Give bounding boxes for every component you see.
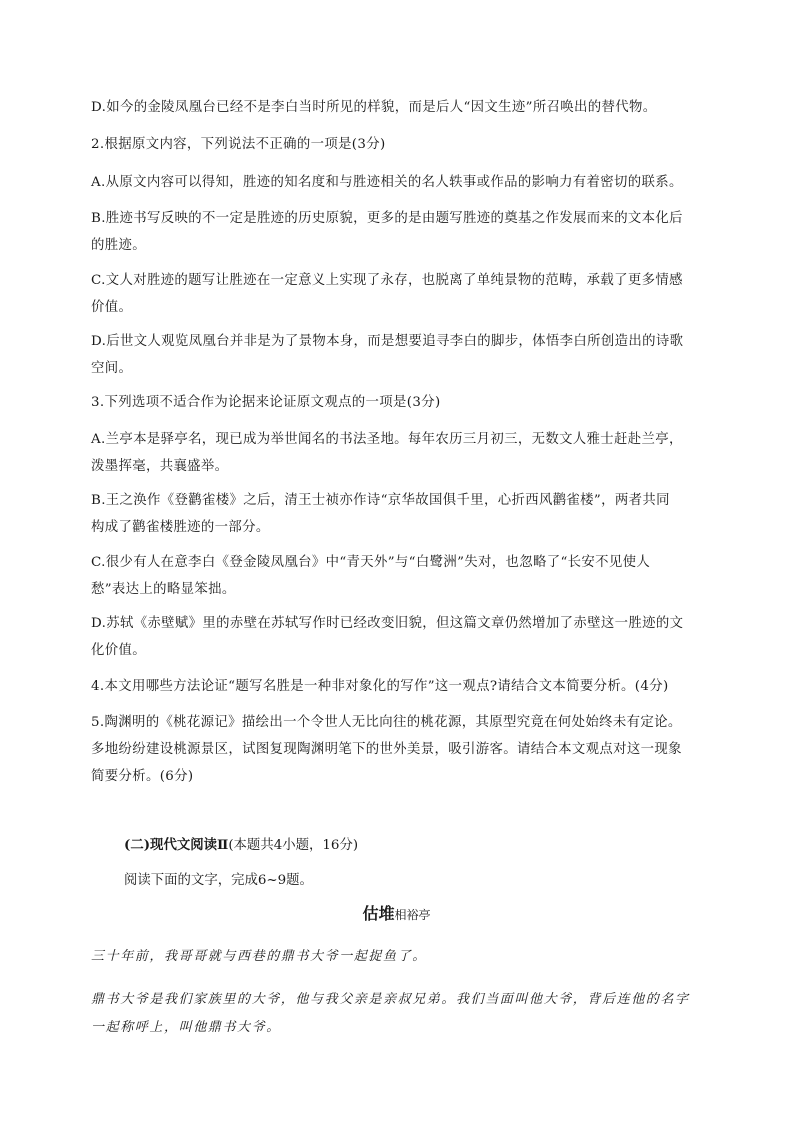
q2-stem: 2.根据原文内容，下列说法不正确的一项是(3分) — [91, 137, 386, 152]
q4-stem: 4.本文用哪些方法论证“题写名胜是一种非对象化的写作”这一观点?请结合文本简要分析。(4分) — [91, 679, 669, 694]
story-paragraph-1: 三十年前，我哥哥就与西巷的鼎书大爷一起捉鱼了。 — [91, 949, 427, 964]
section-heading-detail: (本题共4小题，16分) — [228, 838, 359, 853]
q2-option-d: D.后世文人观览凤凰台并非是为了景物本身，而是想要追寻李白的脚步，体悟李白所创造出的诗歌 空间。 — [91, 334, 684, 376]
section-heading — [124, 835, 358, 856]
q3-stem: 3.下列选项不适合作为论据来论证原文观点的一项是(3分) — [91, 395, 441, 410]
q5-stem: 5.陶渊明的《桃花源记》描绘出一个令世人无比向往的桃花源，其原型究竟在何处始终未有定论。 多地纷纷建设桃源景区，试图复现陶渊明笔下的世外美景，吸引游客。请结合本文观点对这一现象 简要分析。(6分) — [91, 715, 682, 784]
q3-option-a: A.兰亭本是驿亭名，现已成为举世闻名的书法圣地。每年农历三月初三，无数文人雅士赶赴兰亭， 泼墨挥毫，共襄盛举。 — [91, 432, 683, 474]
q3-option-b: B.王之涣作《登鹳雀楼》之后，清王士祯亦作诗“京华故国俱千里，心折西风鹳雀楼”，两者共同 构成了鹳雀楼胜迹的一部分。 — [91, 493, 670, 535]
q1-option-d: D.如今的金陵凤凰台已经不是李白当时所见的样貌，而是后人“因文生迹”所召唤出的替代物。 — [91, 100, 657, 115]
q2-option-a: A.从原文内容可以得知，胜迹的知名度和与胜迹相关的名人轶事或作品的影响力有着密切的联系。 — [91, 175, 683, 190]
q2-option-c: C.文人对胜迹的题写让胜迹在一定意义上实现了永存，也脱离了单纯景物的范畴，承载了更多情感 价值。 — [91, 273, 683, 315]
q3-option-d: D.苏轼《赤壁赋》里的赤壁在苏轼写作时已经改变旧貌，但这篇文章仍然增加了赤壁这一胜迹的文 化价值。 — [91, 616, 684, 658]
section-heading-label: (二)现代文阅读Ⅱ — [124, 837, 229, 853]
story-paragraph-2: 鼎书大爷是我们家族里的大爷，他与我父亲是亲叔兄弟。我们当面叫他大爷，背后连他的名字 一起称呼上，叫他鼎书大爷。 — [91, 992, 690, 1035]
story-title-text: 估堆 — [362, 904, 395, 923]
story-author: 相裕亭 — [394, 908, 431, 922]
section-instruction: 阅读下面的文字，完成6~9题。 — [124, 873, 313, 888]
q3-option-c: C.很少有人在意李白《登金陵凤凰台》中“青天外”与“白鹭洲”失对，也忽略了“长安不见使人 愁”表达上的略显笨拙。 — [91, 555, 651, 597]
q2-option-b: B.胜迹书写反映的不一定是胜迹的历史原貌，更多的是由题写胜迹的奠基之作发展而来的文本化后 的胜迹。 — [91, 211, 683, 253]
story-title — [0, 903, 793, 926]
